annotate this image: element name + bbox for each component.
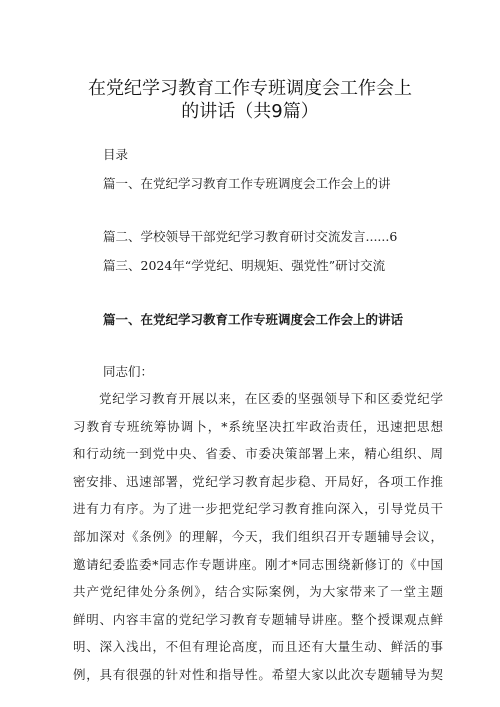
body-line: 明、深入浅出，不但有理论高度，而且还有大量生动、鲜活的事 bbox=[73, 639, 443, 655]
toc-item-2[interactable]: 篇二、学校领导干部党纪学习教育研讨交流发言......6 bbox=[103, 229, 398, 244]
document-title-line-2: 的讲话（共9篇） bbox=[181, 101, 319, 122]
body-paragraph bbox=[73, 385, 443, 689]
body-line: 部加深对《条例》的理解，今天，我们组织召开专题辅导会议， bbox=[73, 528, 443, 544]
body-line: 共产党纪律处分条例》，结合实际案例，为大家带来了一堂主题 bbox=[73, 584, 443, 600]
body-line: 党纪学习教育开展以来，在区委的坚强领导下和区委党纪学 bbox=[99, 391, 443, 406]
toc-item-3[interactable]: 篇三、2024年“学党纪、明规矩、强党性”研讨交流 bbox=[103, 258, 386, 273]
toc-item-1[interactable]: 篇一、在党纪学习教育工作专班调度会工作会上的讲 bbox=[103, 176, 391, 191]
body-line: 和行动统一到党中央、省委、市委决策部署上来，精心组织、周 bbox=[73, 446, 443, 462]
body-line: 进有力有序。为了进一步把党纪学习教育推向深入，引导党员干 bbox=[73, 501, 443, 517]
salutation: 同志们： bbox=[103, 364, 154, 379]
body-line: 鲜明、内容丰富的党纪学习教育专题辅导讲座。整个授课观点鲜 bbox=[73, 611, 443, 627]
body-line: 密安排、迅速部署，党纪学习教育起步稳、开局好，各项工作推 bbox=[73, 473, 443, 489]
section-heading: 篇一、在党纪学习教育工作专班调度会工作会上的讲话 bbox=[103, 312, 404, 327]
body-line: 例，具有很强的针对性和指导性。希望大家以此次专题辅导为契 bbox=[73, 666, 443, 682]
body-line: 习教育专班统筹协调卜，*系统坚决扛牢政治责任，迅速把思想 bbox=[73, 418, 443, 434]
toc-heading: 目录 bbox=[103, 147, 129, 162]
document-title-line-1: 在党纪学习教育工作专班调度会工作会上 bbox=[88, 78, 412, 99]
body-line: 邀请纪委监委*同志作专题讲座。刚才*同志围绕新修订的《中国 bbox=[73, 556, 443, 572]
